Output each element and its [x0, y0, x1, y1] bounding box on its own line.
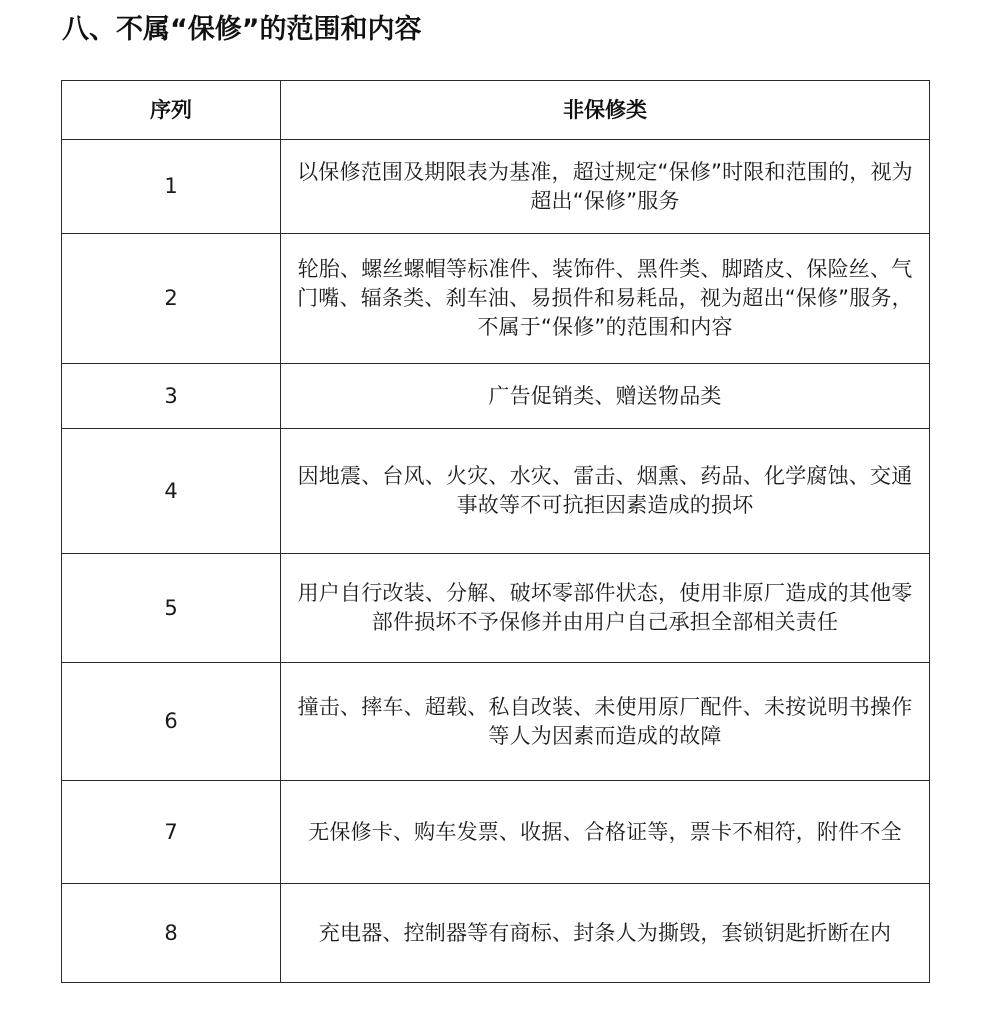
header-category: 非保修类 — [281, 81, 930, 140]
section-title: 八、不属“保修”的范围和内容 — [62, 14, 422, 45]
row-index: 2 — [62, 234, 281, 364]
row-index: 8 — [62, 884, 281, 983]
header-index: 序列 — [62, 81, 281, 140]
table-row — [62, 429, 930, 554]
table-row — [62, 234, 930, 364]
row-index: 4 — [62, 429, 281, 554]
table-row — [62, 663, 930, 781]
row-text: 以保修范围及期限表为基准，超过规定“保修”时限和范围的，视为超出“保修”服务 — [281, 140, 930, 234]
row-text: 充电器、控制器等有商标、封条人为撕毁，套锁钥匙折断在内 — [281, 884, 930, 983]
row-index: 7 — [62, 781, 281, 884]
table-row — [62, 140, 930, 234]
non-warranty-table — [61, 80, 930, 983]
row-text: 轮胎、螺丝螺帽等标准件、装饰件、黑件类、脚踏皮、保险丝、气门嘴、辐条类、刹车油、易损件和易耗品，视为超出“保修”服务，不属于“保修”的范围和内容 — [281, 234, 930, 364]
table-row — [62, 554, 930, 663]
row-text: 无保修卡、购车发票、收据、合格证等，票卡不相符，附件不全 — [281, 781, 930, 884]
row-index: 1 — [62, 140, 281, 234]
table-row — [62, 364, 930, 429]
table-row — [62, 884, 930, 983]
table-row — [62, 781, 930, 884]
row-index: 5 — [62, 554, 281, 663]
row-text: 撞击、摔车、超载、私自改装、未使用原厂配件、未按说明书操作等人为因素而造成的故障 — [281, 663, 930, 781]
row-text: 广告促销类、赠送物品类 — [281, 364, 930, 429]
table-header-row — [62, 81, 930, 140]
row-index: 6 — [62, 663, 281, 781]
row-text: 用户自行改装、分解、破坏零部件状态，使用非原厂造成的其他零部件损坏不予保修并由用户自己承担全部相关责任 — [281, 554, 930, 663]
row-text: 因地震、台风、火灾、水灾、雷击、烟熏、药品、化学腐蚀、交通事故等不可抗拒因素造成的损坏 — [281, 429, 930, 554]
row-index: 3 — [62, 364, 281, 429]
